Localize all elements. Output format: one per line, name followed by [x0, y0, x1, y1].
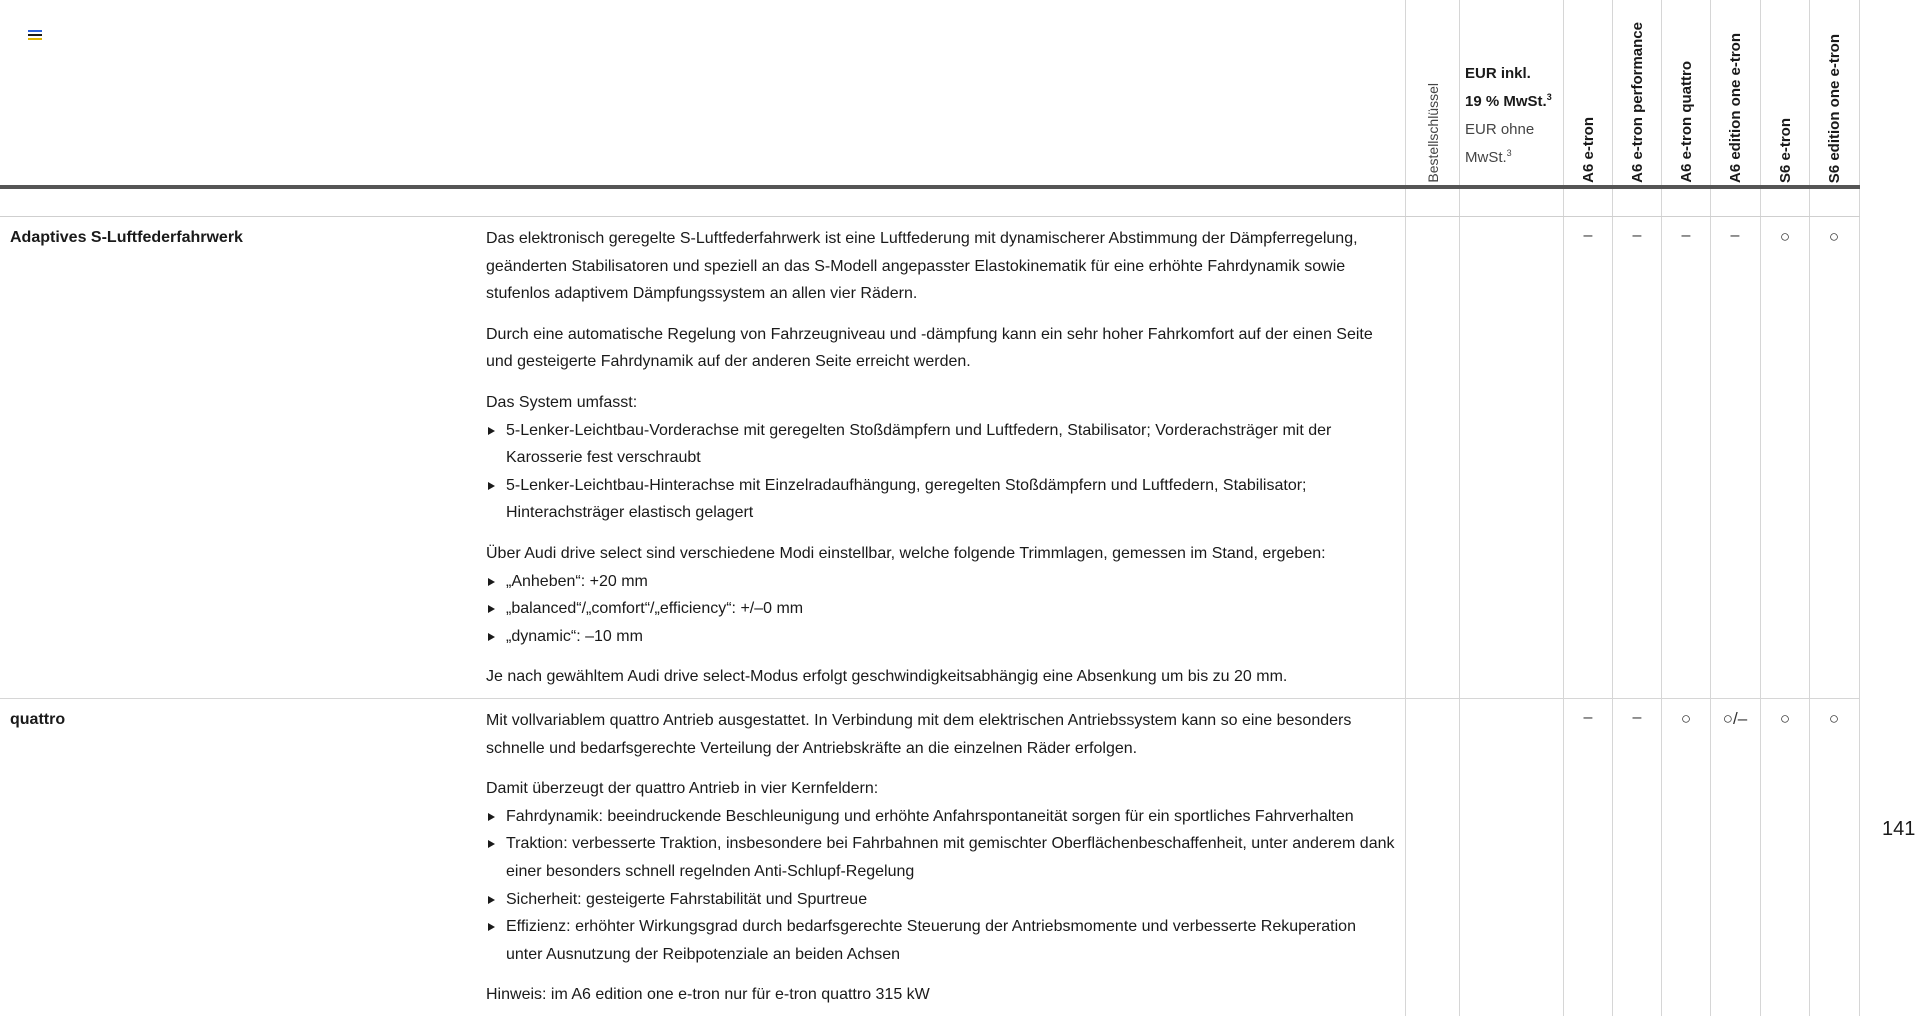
- page-number: 141: [1882, 818, 1916, 840]
- availability-mark: –: [1730, 227, 1740, 244]
- list-item: Fahrdynamik: beeindruckende Beschleunigung und erhöhte Anfahrspontaneität sorgen für ein sportliches Fahrverhalten: [486, 803, 1396, 831]
- header-bestellschluessel: Bestellschlüssel: [1424, 83, 1441, 183]
- bullet-list: [486, 803, 1396, 969]
- availability-mark: ○/–: [1722, 709, 1748, 728]
- feature-description-quattro: [486, 707, 1396, 1022]
- menu-icon[interactable]: [28, 30, 42, 40]
- price-incl-line1: EUR inkl.: [1465, 65, 1531, 82]
- column-divider: [1459, 0, 1460, 1016]
- header-model: S6 edition one e-tron: [1826, 33, 1843, 183]
- footnote-marker: 3: [1546, 92, 1552, 102]
- header-model: A6 e-tron quattro: [1677, 61, 1695, 183]
- availability-mark: ○: [1680, 709, 1692, 728]
- availability-mark: –: [1583, 709, 1593, 726]
- price-excl-line1: EUR ohne: [1465, 121, 1535, 138]
- availability-mark: –: [1583, 227, 1593, 244]
- availability-mark: ○: [1779, 709, 1791, 728]
- bullet-list: [486, 568, 1396, 651]
- paragraph: Das System umfasst:: [486, 393, 638, 411]
- feature-description-luftfederfahrwerk: [486, 225, 1396, 704]
- price-excl-line2: MwSt.: [1465, 149, 1507, 166]
- header-price: [1465, 60, 1552, 172]
- header-model: A6 e-tron: [1579, 117, 1597, 183]
- paragraph: Durch eine automatische Regelung von Fahrzeugniveau und -dämpfung kann ein sehr hoher Fahrkomfort auf der einen Seite und gesteigerte Fahrdynamik auf der anderen Seite erreicht werden.: [486, 325, 1373, 371]
- paragraph: Über Audi drive select sind verschiedene Modi einstellbar, welche folgende Trimmlagen, gemessen im Stand, ergeben:: [486, 544, 1326, 562]
- list-item: „balanced“/„comfort“/„efficiency“: +/–0 mm: [486, 595, 1396, 623]
- list-item: Effizienz: erhöhter Wirkungsgrad durch bedarfsgerechte Steuerung der Antriebsmomente und verbesserte Rekuperation unter Ausnutzung der Reibpotenziale an beiden Achsen: [486, 913, 1396, 968]
- column-divider: [1859, 0, 1860, 1016]
- availability-mark: ○: [1828, 227, 1840, 246]
- feature-title-quattro: quattro: [10, 711, 66, 728]
- list-item: 5-Lenker-Leichtbau-Vorderachse mit geregelten Stoßdämpfern und Luftfedern, Stabilisator; Vorderachsträger mit der Karosserie fest verschraubt: [486, 417, 1396, 472]
- list-item: 5-Lenker-Leichtbau-Hinterachse mit Einzelradaufhängung, geregelten Stoßdämpfern und Luftfedern, Stabilisator; Hinterachsträger elastisch gelagert: [486, 472, 1396, 527]
- paragraph: Mit vollvariablem quattro Antrieb ausgestattet. In Verbindung mit dem elektrischen Antriebssystem kann so eine besonders schnelle und bedarfsgerechte Verteilung der Antriebskräfte an die einzelnen Räder erfolgen.: [486, 712, 1352, 757]
- availability-mark: ○: [1779, 227, 1791, 246]
- paragraph: Hinweis: im A6 edition one e-tron nur für e-tron quattro 315 kW: [486, 986, 930, 1004]
- availability-mark: ○: [1828, 709, 1840, 728]
- bullet-list: [486, 417, 1396, 527]
- availability-mark: –: [1632, 227, 1642, 244]
- list-item: „Anheben“: +20 mm: [486, 568, 1396, 596]
- footnote-marker: 3: [1506, 148, 1512, 158]
- paragraph: Damit überzeugt der quattro Antrieb in vier Kernfeldern:: [486, 780, 879, 798]
- list-item: „dynamic“: –10 mm: [486, 623, 1396, 651]
- header-model: A6 e-tron performance: [1628, 22, 1646, 183]
- availability-mark: –: [1632, 709, 1642, 726]
- list-item: Sicherheit: gesteigerte Fahrstabilität und Spurtreue: [486, 886, 1396, 914]
- availability-mark: –: [1681, 227, 1691, 244]
- paragraph: Je nach gewähltem Audi drive select-Modus erfolgt geschwindigkeitsabhängig eine Absenkung um bis zu 20 mm.: [486, 668, 1288, 686]
- header-model: S6 e-tron: [1776, 117, 1794, 183]
- table-top-rule: [0, 216, 1860, 217]
- feature-title-luftfederfahrwerk: Adaptives S-Luftfederfahrwerk: [10, 229, 243, 246]
- price-incl-line2: 19 % MwSt.: [1465, 93, 1547, 110]
- paragraph: Das elektronisch geregelte S-Luftfederfahrwerk ist eine Luftfederung mit dynamischerer Abstimmung der Dämpferregelung, geänderten Stabilisatoren und speziell an das S-Modell angepasster Elastokinematik für eine erhöhte Fahrdynamik sowie stufenlos adaptivem Dämpfungssystem an allen vier Rädern.: [486, 230, 1358, 303]
- header-rule: [0, 185, 1860, 189]
- list-item: Traktion: verbesserte Traktion, insbesondere bei Fahrbahnen mit gemischter Oberflächenbeschaffenheit, unter anderem dank einer besonders schnell regelnden Anti-Schlupf-Regelung: [486, 830, 1396, 885]
- header-model: A6 edition one e-tron: [1727, 33, 1744, 183]
